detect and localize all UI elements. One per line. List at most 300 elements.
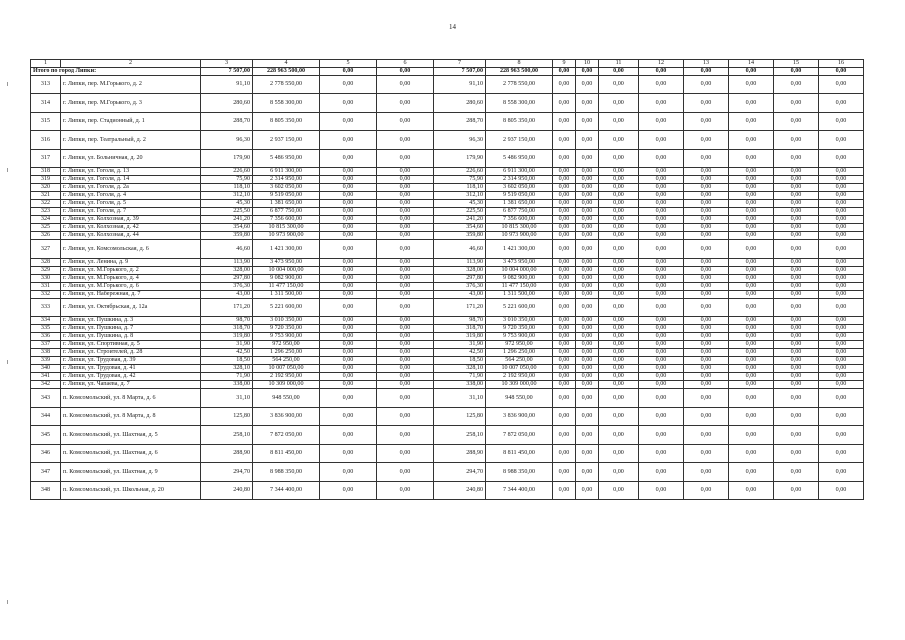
table-row [31, 381, 864, 389]
value-cell: 10 815 300,00 [253, 224, 320, 232]
value-cell: 0,00 [576, 317, 599, 325]
value-cell: 0,00 [377, 216, 434, 224]
address-cell: г. Липки, ул. Колхозная, д. 42 [61, 224, 201, 232]
value-cell: 0,00 [576, 349, 599, 357]
value-cell: 0,00 [599, 112, 639, 131]
value-cell: 0,00 [684, 208, 729, 216]
value-cell: 0,00 [377, 282, 434, 290]
value-cell: 0,00 [377, 266, 434, 274]
value-cell: 0,00 [320, 389, 377, 408]
value-cell: 0,00 [819, 224, 864, 232]
value-cell: 0,00 [819, 365, 864, 373]
table-row [31, 373, 864, 381]
value-cell: 113,90 [434, 258, 486, 266]
value-cell: 0,00 [819, 176, 864, 184]
value-cell: 2 778 550,00 [486, 75, 553, 94]
value-cell: 0,00 [377, 333, 434, 341]
margin-mark [7, 82, 8, 86]
value-cell: 0,00 [729, 168, 774, 176]
table-row [31, 317, 864, 325]
value-cell: 0,00 [320, 481, 377, 500]
value-cell: 0,00 [639, 176, 684, 184]
value-cell: 0,00 [684, 463, 729, 482]
value-cell: 0,00 [639, 282, 684, 290]
value-cell: 0,00 [639, 426, 684, 445]
value-cell: 0,00 [639, 75, 684, 94]
table-row [31, 325, 864, 333]
value-cell: 1 381 650,00 [253, 200, 320, 208]
value-cell: 0,00 [729, 389, 774, 408]
value-cell: 0,00 [729, 240, 774, 259]
row-number: 341 [31, 373, 61, 381]
housing-fund-table [30, 59, 864, 500]
value-cell: 0,00 [599, 298, 639, 317]
value-cell: 0,00 [729, 208, 774, 216]
value-cell: 0,00 [576, 192, 599, 200]
value-cell: 0,00 [774, 282, 819, 290]
value-cell: 328,10 [434, 365, 486, 373]
value-cell: 9 082 900,00 [253, 274, 320, 282]
address-cell: г. Липки, пер. М.Горького, д. 2 [61, 75, 201, 94]
value-cell: 0,00 [553, 94, 576, 113]
row-number: 323 [31, 208, 61, 216]
row-number: 316 [31, 131, 61, 150]
value-cell: 0,00 [639, 274, 684, 282]
table-row [31, 224, 864, 232]
total-value: 0,00 [729, 67, 774, 75]
value-cell: 0,00 [819, 325, 864, 333]
address-cell: г. Липки, ул. Пушкина, д. 8 [61, 333, 201, 341]
table-row [31, 75, 864, 94]
table-row [31, 274, 864, 282]
value-cell: 0,00 [320, 224, 377, 232]
value-cell: 0,00 [377, 208, 434, 216]
row-number: 319 [31, 176, 61, 184]
value-cell: 18,50 [201, 357, 253, 365]
value-cell: 0,00 [729, 192, 774, 200]
value-cell: 0,00 [639, 365, 684, 373]
value-cell: 10 004 000,00 [253, 266, 320, 274]
value-cell: 0,00 [377, 481, 434, 500]
value-cell: 0,00 [320, 325, 377, 333]
row-number: 325 [31, 224, 61, 232]
row-number: 336 [31, 333, 61, 341]
value-cell: 0,00 [377, 349, 434, 357]
value-cell: 0,00 [774, 274, 819, 282]
address-cell: г. Липки, ул. Гоголя, д. 5 [61, 200, 201, 208]
value-cell: 3 836 900,00 [486, 407, 553, 426]
total-value: 0,00 [639, 67, 684, 75]
value-cell: 0,00 [639, 325, 684, 333]
value-cell: 0,00 [377, 463, 434, 482]
value-cell: 0,00 [729, 176, 774, 184]
value-cell: 31,90 [434, 341, 486, 349]
address-cell: п. Комсомольский, ул. Шахтная, д. 5 [61, 426, 201, 445]
total-value: 7 507,00 [434, 67, 486, 75]
value-cell: 0,00 [599, 290, 639, 298]
value-cell: 0,00 [576, 258, 599, 266]
value-cell: 10 309 000,00 [253, 381, 320, 389]
value-cell: 3 473 950,00 [486, 258, 553, 266]
value-cell: 0,00 [377, 381, 434, 389]
value-cell: 0,00 [639, 349, 684, 357]
value-cell: 0,00 [819, 373, 864, 381]
value-cell: 0,00 [774, 258, 819, 266]
value-cell: 9 519 050,00 [253, 192, 320, 200]
value-cell: 0,00 [639, 298, 684, 317]
value-cell: 42,50 [201, 349, 253, 357]
value-cell: 0,00 [774, 232, 819, 240]
total-row [31, 67, 864, 75]
value-cell: 0,00 [684, 200, 729, 208]
value-cell: 0,00 [377, 290, 434, 298]
value-cell: 0,00 [729, 357, 774, 365]
value-cell: 91,10 [434, 75, 486, 94]
value-cell: 0,00 [729, 274, 774, 282]
value-cell: 0,00 [320, 463, 377, 482]
table-row [31, 216, 864, 224]
value-cell: 6 911 300,00 [486, 168, 553, 176]
row-number: 330 [31, 274, 61, 282]
value-cell: 0,00 [819, 266, 864, 274]
row-number: 347 [31, 463, 61, 482]
value-cell: 0,00 [819, 282, 864, 290]
value-cell: 0,00 [320, 240, 377, 259]
value-cell: 0,00 [576, 224, 599, 232]
value-cell: 0,00 [553, 224, 576, 232]
value-cell: 125,80 [201, 407, 253, 426]
value-cell: 0,00 [729, 200, 774, 208]
value-cell: 8 811 450,00 [486, 444, 553, 463]
value-cell: 3 602 050,00 [486, 184, 553, 192]
value-cell: 6 877 750,00 [486, 208, 553, 216]
value-cell: 45,30 [201, 200, 253, 208]
value-cell: 0,00 [377, 94, 434, 113]
value-cell: 359,80 [434, 232, 486, 240]
value-cell: 0,00 [553, 149, 576, 168]
address-cell: г. Липки, ул. Колхозная, д. 39 [61, 216, 201, 224]
table-row [31, 333, 864, 341]
value-cell: 0,00 [774, 389, 819, 408]
value-cell: 0,00 [377, 357, 434, 365]
value-cell: 0,00 [729, 94, 774, 113]
value-cell: 0,00 [599, 75, 639, 94]
value-cell: 0,00 [819, 184, 864, 192]
value-cell: 5 221 600,00 [253, 298, 320, 317]
value-cell: 0,00 [320, 131, 377, 150]
value-cell: 258,10 [201, 426, 253, 445]
value-cell: 0,00 [639, 149, 684, 168]
row-number: 324 [31, 216, 61, 224]
value-cell: 0,00 [639, 481, 684, 500]
value-cell: 0,00 [553, 463, 576, 482]
value-cell: 0,00 [320, 444, 377, 463]
value-cell: 0,00 [553, 481, 576, 500]
value-cell: 0,00 [819, 317, 864, 325]
value-cell: 0,00 [576, 426, 599, 445]
value-cell: 0,00 [320, 341, 377, 349]
row-number: 318 [31, 168, 61, 176]
column-number: 15 [774, 60, 819, 68]
value-cell: 0,00 [599, 266, 639, 274]
table-row [31, 357, 864, 365]
value-cell: 0,00 [320, 357, 377, 365]
value-cell: 328,10 [201, 365, 253, 373]
column-number: 4 [253, 60, 320, 68]
table-row [31, 444, 864, 463]
value-cell: 0,00 [684, 216, 729, 224]
value-cell: 0,00 [553, 357, 576, 365]
value-cell: 0,00 [819, 200, 864, 208]
value-cell: 0,00 [576, 149, 599, 168]
address-cell: г. Липки, пер. Стадионный, д. 1 [61, 112, 201, 131]
value-cell: 31,90 [201, 341, 253, 349]
value-cell: 0,00 [684, 232, 729, 240]
column-number: 14 [729, 60, 774, 68]
value-cell: 0,00 [729, 365, 774, 373]
value-cell: 0,00 [553, 282, 576, 290]
row-number: 327 [31, 240, 61, 259]
value-cell: 0,00 [377, 389, 434, 408]
value-cell: 338,00 [434, 381, 486, 389]
value-cell: 8 988 350,00 [253, 463, 320, 482]
value-cell: 8 988 350,00 [486, 463, 553, 482]
value-cell: 46,60 [201, 240, 253, 259]
value-cell: 0,00 [684, 75, 729, 94]
row-number: 348 [31, 481, 61, 500]
value-cell: 9 720 350,00 [253, 325, 320, 333]
value-cell: 0,00 [774, 298, 819, 317]
value-cell: 0,00 [576, 232, 599, 240]
value-cell: 0,00 [774, 224, 819, 232]
value-cell: 0,00 [599, 149, 639, 168]
value-cell: 0,00 [819, 357, 864, 365]
value-cell: 0,00 [774, 176, 819, 184]
value-cell: 0,00 [774, 463, 819, 482]
value-cell: 3 602 050,00 [253, 184, 320, 192]
value-cell: 288,90 [201, 444, 253, 463]
value-cell: 0,00 [320, 381, 377, 389]
value-cell: 0,00 [320, 176, 377, 184]
value-cell: 0,00 [599, 224, 639, 232]
table-row [31, 200, 864, 208]
address-cell: г. Липки, пер. М.Горького, д. 3 [61, 94, 201, 113]
value-cell: 0,00 [320, 200, 377, 208]
value-cell: 0,00 [774, 381, 819, 389]
value-cell: 75,90 [201, 176, 253, 184]
value-cell: 0,00 [576, 266, 599, 274]
value-cell: 0,00 [819, 240, 864, 259]
value-cell: 0,00 [553, 349, 576, 357]
value-cell: 96,30 [434, 131, 486, 150]
value-cell: 0,00 [377, 200, 434, 208]
value-cell: 0,00 [684, 381, 729, 389]
value-cell: 0,00 [377, 298, 434, 317]
row-number: 334 [31, 317, 61, 325]
value-cell: 0,00 [377, 407, 434, 426]
value-cell: 280,60 [434, 94, 486, 113]
value-cell: 0,00 [819, 208, 864, 216]
margin-mark [7, 600, 8, 604]
value-cell: 0,00 [320, 365, 377, 373]
address-cell: г. Липки, ул. М.Горького, д. 2 [61, 266, 201, 274]
total-value: 0,00 [576, 67, 599, 75]
value-cell: 0,00 [377, 131, 434, 150]
table-row [31, 184, 864, 192]
value-cell: 0,00 [639, 200, 684, 208]
value-cell: 0,00 [729, 232, 774, 240]
value-cell: 280,60 [201, 94, 253, 113]
value-cell: 288,70 [201, 112, 253, 131]
table-row [31, 290, 864, 298]
value-cell: 0,00 [553, 208, 576, 216]
value-cell: 0,00 [576, 444, 599, 463]
value-cell: 2 937 150,00 [486, 131, 553, 150]
value-cell: 179,90 [201, 149, 253, 168]
value-cell: 226,60 [434, 168, 486, 176]
value-cell: 0,00 [729, 463, 774, 482]
row-number: 340 [31, 365, 61, 373]
value-cell: 0,00 [819, 274, 864, 282]
value-cell: 0,00 [599, 258, 639, 266]
table-row [31, 426, 864, 445]
row-number: 344 [31, 407, 61, 426]
row-number: 331 [31, 282, 61, 290]
value-cell: 0,00 [639, 373, 684, 381]
value-cell: 0,00 [553, 168, 576, 176]
address-cell: г. Липки, ул. Больничная, д. 20 [61, 149, 201, 168]
value-cell: 0,00 [729, 317, 774, 325]
row-number: 345 [31, 426, 61, 445]
value-cell: 75,90 [434, 176, 486, 184]
value-cell: 0,00 [639, 341, 684, 349]
value-cell: 0,00 [639, 94, 684, 113]
value-cell: 288,70 [434, 112, 486, 131]
value-cell: 0,00 [599, 192, 639, 200]
column-number: 12 [639, 60, 684, 68]
value-cell: 318,70 [201, 325, 253, 333]
value-cell: 0,00 [553, 258, 576, 266]
value-cell: 6 911 300,00 [253, 168, 320, 176]
table-row [31, 341, 864, 349]
value-cell: 0,00 [729, 266, 774, 274]
value-cell: 8 811 450,00 [253, 444, 320, 463]
value-cell: 0,00 [729, 407, 774, 426]
value-cell: 0,00 [684, 192, 729, 200]
value-cell: 297,80 [434, 274, 486, 282]
value-cell: 0,00 [553, 298, 576, 317]
value-cell: 0,00 [553, 407, 576, 426]
table-row [31, 463, 864, 482]
value-cell: 0,00 [819, 349, 864, 357]
value-cell: 0,00 [684, 317, 729, 325]
value-cell: 0,00 [599, 373, 639, 381]
value-cell: 0,00 [684, 266, 729, 274]
address-cell: г. Липки, ул. Пушкина, д. 3 [61, 317, 201, 325]
value-cell: 0,00 [639, 290, 684, 298]
value-cell: 0,00 [320, 75, 377, 94]
value-cell: 3 010 350,00 [486, 317, 553, 325]
value-cell: 0,00 [684, 349, 729, 357]
value-cell: 0,00 [729, 349, 774, 357]
value-cell: 0,00 [639, 333, 684, 341]
value-cell: 0,00 [684, 325, 729, 333]
column-number: 5 [320, 60, 377, 68]
value-cell: 10 007 050,00 [253, 365, 320, 373]
value-cell: 0,00 [553, 341, 576, 349]
value-cell: 0,00 [774, 325, 819, 333]
value-cell: 0,00 [320, 298, 377, 317]
value-cell: 0,00 [576, 131, 599, 150]
value-cell: 0,00 [576, 325, 599, 333]
value-cell: 319,80 [434, 333, 486, 341]
value-cell: 7 356 600,00 [253, 216, 320, 224]
value-cell: 0,00 [639, 168, 684, 176]
value-cell: 6 877 750,00 [253, 208, 320, 216]
row-number: 315 [31, 112, 61, 131]
value-cell: 31,10 [201, 389, 253, 408]
address-cell: г. Липки, ул. Комсомольская, д. 6 [61, 240, 201, 259]
value-cell: 0,00 [599, 200, 639, 208]
value-cell: 0,00 [729, 184, 774, 192]
value-cell: 225,50 [434, 208, 486, 216]
value-cell: 8 805 350,00 [253, 112, 320, 131]
value-cell: 0,00 [684, 258, 729, 266]
column-number: 13 [684, 60, 729, 68]
value-cell: 0,00 [819, 341, 864, 349]
value-cell: 328,00 [201, 266, 253, 274]
value-cell: 294,70 [201, 463, 253, 482]
value-cell: 359,80 [201, 232, 253, 240]
value-cell: 0,00 [576, 176, 599, 184]
value-cell: 0,00 [320, 216, 377, 224]
value-cell: 0,00 [684, 389, 729, 408]
value-cell: 312,10 [201, 192, 253, 200]
value-cell: 0,00 [599, 168, 639, 176]
total-value: 228 963 500,00 [486, 67, 553, 75]
value-cell: 8 558 300,00 [486, 94, 553, 113]
address-cell: г. Липки, ул. Трудовая, д. 42 [61, 373, 201, 381]
value-cell: 0,00 [639, 184, 684, 192]
value-cell: 179,90 [434, 149, 486, 168]
value-cell: 0,00 [684, 94, 729, 113]
value-cell: 0,00 [553, 216, 576, 224]
value-cell: 0,00 [639, 216, 684, 224]
value-cell: 5 221 600,00 [486, 298, 553, 317]
value-cell: 0,00 [774, 349, 819, 357]
value-cell: 0,00 [320, 168, 377, 176]
value-cell: 118,10 [201, 184, 253, 192]
value-cell: 1 311 500,00 [253, 290, 320, 298]
value-cell: 0,00 [774, 341, 819, 349]
value-cell: 0,00 [320, 266, 377, 274]
address-cell: п. Комсомольский, ул. 8 Марта, д. 6 [61, 389, 201, 408]
value-cell: 972 950,00 [253, 341, 320, 349]
table-row [31, 208, 864, 216]
value-cell: 0,00 [576, 200, 599, 208]
value-cell: 0,00 [553, 426, 576, 445]
value-cell: 0,00 [729, 381, 774, 389]
row-number: 320 [31, 184, 61, 192]
value-cell: 9 753 900,00 [486, 333, 553, 341]
table-row [31, 176, 864, 184]
value-cell: 10 815 300,00 [486, 224, 553, 232]
value-cell: 0,00 [599, 381, 639, 389]
total-value: 228 963 500,00 [253, 67, 320, 75]
value-cell: 0,00 [553, 176, 576, 184]
value-cell: 0,00 [774, 407, 819, 426]
value-cell: 0,00 [639, 381, 684, 389]
